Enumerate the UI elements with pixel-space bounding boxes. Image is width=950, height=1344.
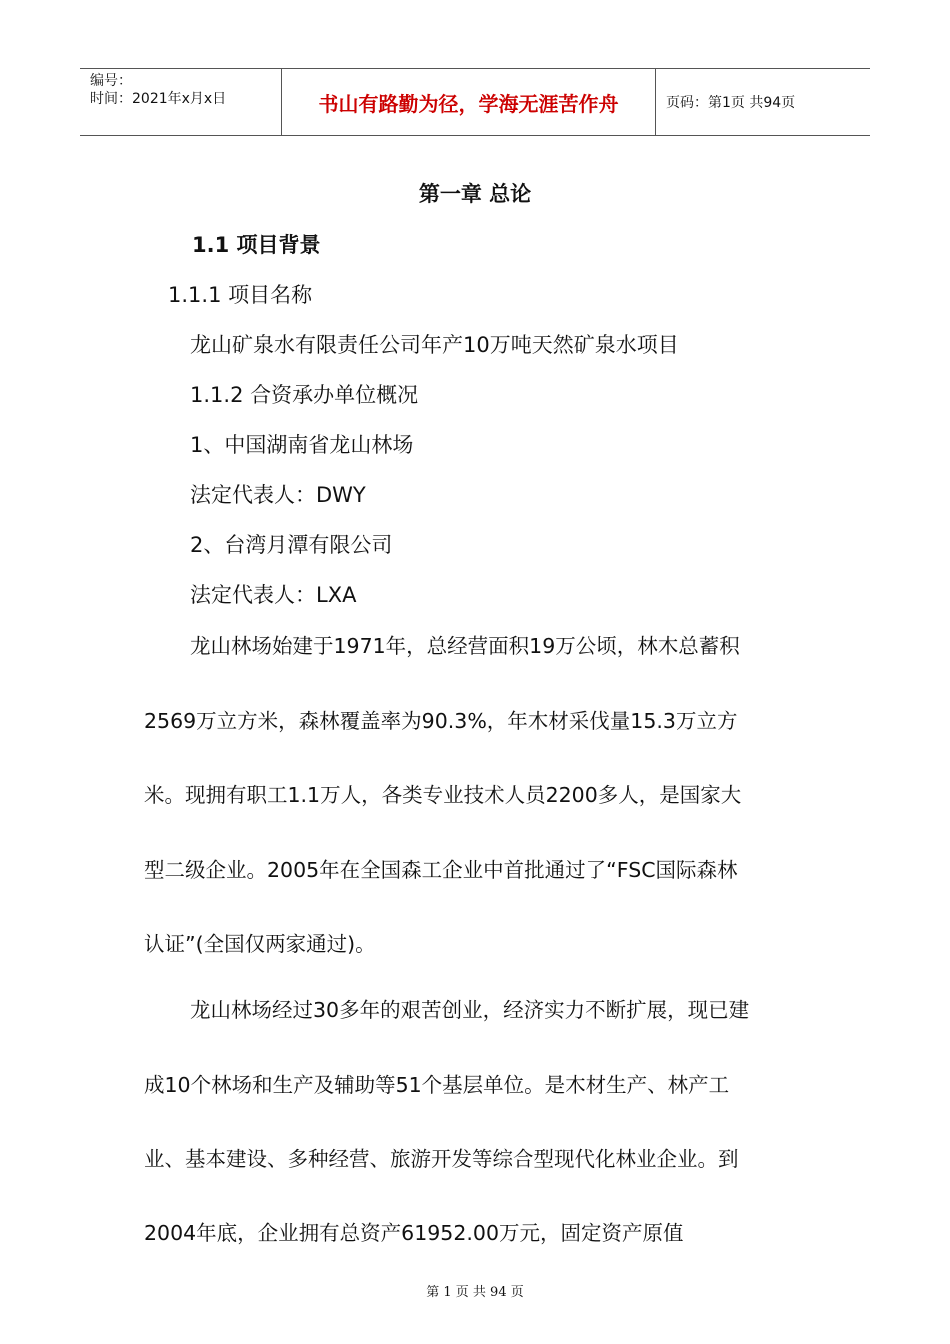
header-time-label: 时间：2021年x月x日 (90, 91, 227, 107)
subsection-title-2: 1.1.2 合资承办单位概况 (190, 383, 419, 407)
header-meta (80, 69, 282, 135)
header-number-label: 编号： (90, 73, 132, 89)
header-page-info: 页码：第1页 共94页 (666, 95, 796, 111)
paragraph-line: 米。现拥有职工1.1万人，各类专业技术人员2200多人，是国家大 (144, 783, 742, 807)
page-footer: 第 1 页 共 94 页 (426, 1285, 524, 1300)
paragraph-line: 2569万立方米，森林覆盖率为90.3%，年木材采伐量15.3万立方 (144, 709, 738, 733)
paragraph-line: 成10个林场和生产及辅助等51个基层单位。是木材生产、林产工 (144, 1073, 730, 1097)
paragraph-line: 龙山林场经过30多年的艰苦创业，经济实力不断扩展，现已建 (190, 998, 750, 1022)
party-2: 2、台湾月潭有限公司 (190, 533, 393, 557)
party-2-representative: 法定代表人：LXA (190, 583, 357, 607)
chapter-title: 第一章 总论 (418, 182, 532, 206)
section-title: 1.1 项目背景 (192, 233, 321, 257)
header-motto: 书山有路勤为径，学海无涯苦作舟 (282, 69, 656, 135)
paragraph-line: 业、基本建设、多种经营、旅游开发等综合型现代化林业企业。到 (144, 1147, 739, 1171)
paragraph-line: 型二级企业。2005年在全国森工企业中首批通过了“FSC国际森林 (144, 858, 738, 882)
page-header (80, 68, 870, 136)
party-1-representative: 法定代表人：DWY (190, 483, 366, 507)
subsection-title-1: 1.1.1 项目名称 (168, 283, 313, 307)
paragraph-line: 龙山林场始建于1971年，总经营面积19万公顷，林木总蓄积 (190, 634, 740, 658)
paragraph-line: 认证”(全国仅两家通过)。 (144, 932, 376, 956)
paragraph-line: 2004年底，企业拥有总资产61952.00万元，固定资产原值 (144, 1221, 684, 1245)
project-name: 龙山矿泉水有限责任公司年产10万吨天然矿泉水项目 (190, 333, 679, 357)
party-1: 1、中国湖南省龙山林场 (190, 433, 414, 457)
